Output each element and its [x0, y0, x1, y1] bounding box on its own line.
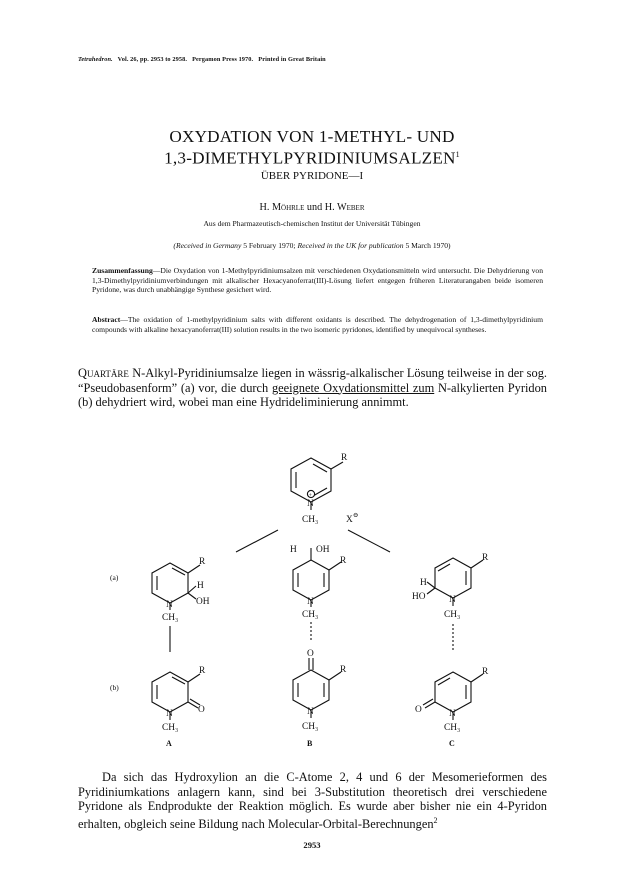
title-footnote-marker: 1: [455, 150, 460, 159]
abstract-label: Abstract: [92, 315, 121, 324]
intro-part-2: N-alkylierten Pyridon (b) dehydriert wird, wobei man eine Hydrideliminierung annimmt.: [78, 380, 547, 410]
body-footnote-marker: 2: [433, 815, 438, 825]
a-mid-nitrogen: N: [307, 597, 314, 607]
abstract-text: —The oxidation of 1-methylpyridinium salts with different oxidants is described. The dehydrogenation of 1,3-dimethylpyridinium compounds with alkaline hexacyanoferrat(III) solution results in the two isomeric pyridones, identified by unequivocal syntheses.: [92, 315, 543, 334]
cation-nitrogen: N: [307, 499, 314, 509]
journal-printed: Printed in Great Britain: [258, 56, 326, 63]
counter-ion-charge: ⊖: [353, 512, 359, 519]
title-line-2-text: 1,3-DIMETHYLPYRIDINIUMSALZEN: [164, 148, 456, 168]
pyridone-a: [152, 672, 200, 720]
pyridinium-cation: [291, 458, 343, 510]
author-1: H. Möhrle: [259, 202, 305, 213]
a-right-nitrogen: N: [449, 595, 456, 605]
journal-citation: Vol. 26, pp. 2953 to 2958.: [117, 56, 188, 63]
row-label-a: (a): [110, 573, 119, 582]
pyridone-a-substituent: R: [199, 666, 206, 676]
pyridone-b-oxygen: O: [307, 649, 314, 659]
label-c: C: [449, 739, 455, 748]
cation-substituent: R: [341, 453, 348, 463]
received-date-2: 5 March: [405, 241, 431, 250]
cation-charge: +: [308, 493, 312, 499]
pyridone-c-nitrogen: N: [449, 709, 456, 719]
journal-publisher: Pergamon Press 1970.: [192, 56, 254, 63]
page-number: 2953: [303, 840, 321, 850]
pyridone-c-oxygen: O: [415, 705, 422, 715]
intro-part-1: N-Alkyl-Pyridiniumsalze liegen in wässrig-alkalischer Lösung teilweise in der sog. “Pseudobasenform” (a) vor, die durch: [78, 366, 547, 395]
affiliation: Aus dem Pharmazeutisch-chemischen Institut der Universität Tübingen: [203, 219, 421, 228]
a-left-substituent: R: [199, 557, 206, 567]
body-paragraph: [78, 770, 547, 832]
received-year-2: 1970): [432, 241, 451, 250]
a-left-hydroxyl: OH: [196, 597, 210, 607]
label-b: B: [307, 739, 313, 748]
title-line-1: OXYDATION VON 1-METHYL- UND: [169, 127, 455, 146]
pseudobase-a: [152, 563, 200, 610]
subtitle: ÜBER PYRIDONE—I: [260, 170, 364, 182]
pyridone-b-methyl: CH₃: [302, 722, 319, 732]
intro-lead: Quartäre: [78, 366, 129, 380]
journal-name: Tetrahedron.: [78, 56, 113, 63]
pyridone-c-substituent: R: [482, 667, 489, 677]
a-mid-substituent: R: [340, 556, 347, 566]
a-left-hydrogen: H: [197, 581, 204, 591]
a-right-substituent: R: [482, 553, 489, 563]
author-2: H. Weber: [324, 202, 365, 213]
a-mid-hydrogen: H: [290, 545, 297, 555]
row-label-b: (b): [110, 683, 119, 692]
pyridone-b-substituent: R: [340, 665, 347, 675]
cation-methyl: CH₃: [302, 515, 319, 525]
zusammenfassung-text: —Die Oxydation von 1-Methylpyridiniumsalzen mit verschiedenen Oxydationsmitteln wird untersucht. Die Dehydrierung von 1,3-Dimethylpyridiniumverbindungen mit alkalischer Hexacyanoferrat(III)-Lösung liefert entgegen früheren Literaturangaben beide isomeren Pyridone, was durch unabhängige Synthese gesichert wird.: [92, 266, 543, 295]
authors-and: und: [306, 202, 323, 213]
received-year-1: 1970;: [278, 241, 296, 250]
received-date-1: 5 February: [243, 241, 277, 250]
a-right-hydrogen: H: [420, 578, 427, 588]
intro-underlined: geeignete Oxydationsmittel zum: [271, 380, 435, 395]
pyridone-b-nitrogen: N: [307, 707, 314, 717]
a-right-methyl: CH₃: [444, 610, 461, 620]
a-left-nitrogen: N: [166, 600, 173, 610]
pyridone-c-methyl: CH₃: [444, 723, 461, 733]
a-mid-methyl: CH₃: [302, 610, 319, 620]
zusammenfassung-label: Zusammenfassung: [92, 266, 153, 275]
arrow-to-a: [236, 530, 278, 552]
pyridone-a-nitrogen: N: [166, 709, 173, 719]
pyridone-b: [293, 658, 341, 718]
a-left-methyl: CH₃: [162, 613, 179, 623]
counter-ion: X: [346, 515, 353, 525]
label-a: A: [166, 739, 172, 748]
pseudobase-b: [293, 548, 341, 607]
a-right-hydroxyl: HO: [412, 592, 426, 602]
pyridone-a-methyl: CH₃: [162, 723, 179, 733]
arrow-to-c: [348, 530, 390, 552]
received-text-2: Received in the UK for publication: [297, 241, 404, 250]
body-paragraph-text: Da sich das Hydroxylion an die C-Atome 2, 4 und 6 der Mesomerieformen des Pyridiniumkations anlagern kann, sind bei 3-Substitution theoretisch drei verschiedene Pyridone als Endprodukte der Reaktion möglich. Es wurde aber bisher nie ein 4-Pyridon erhalten, obgleich seine Bildung nach Molecular-Orbital-Berechnungen: [78, 770, 547, 831]
pyridone-a-oxygen: O: [198, 705, 205, 715]
received-text-1: (Received in Germany: [173, 241, 242, 250]
a-mid-hydroxyl: OH: [316, 545, 330, 555]
